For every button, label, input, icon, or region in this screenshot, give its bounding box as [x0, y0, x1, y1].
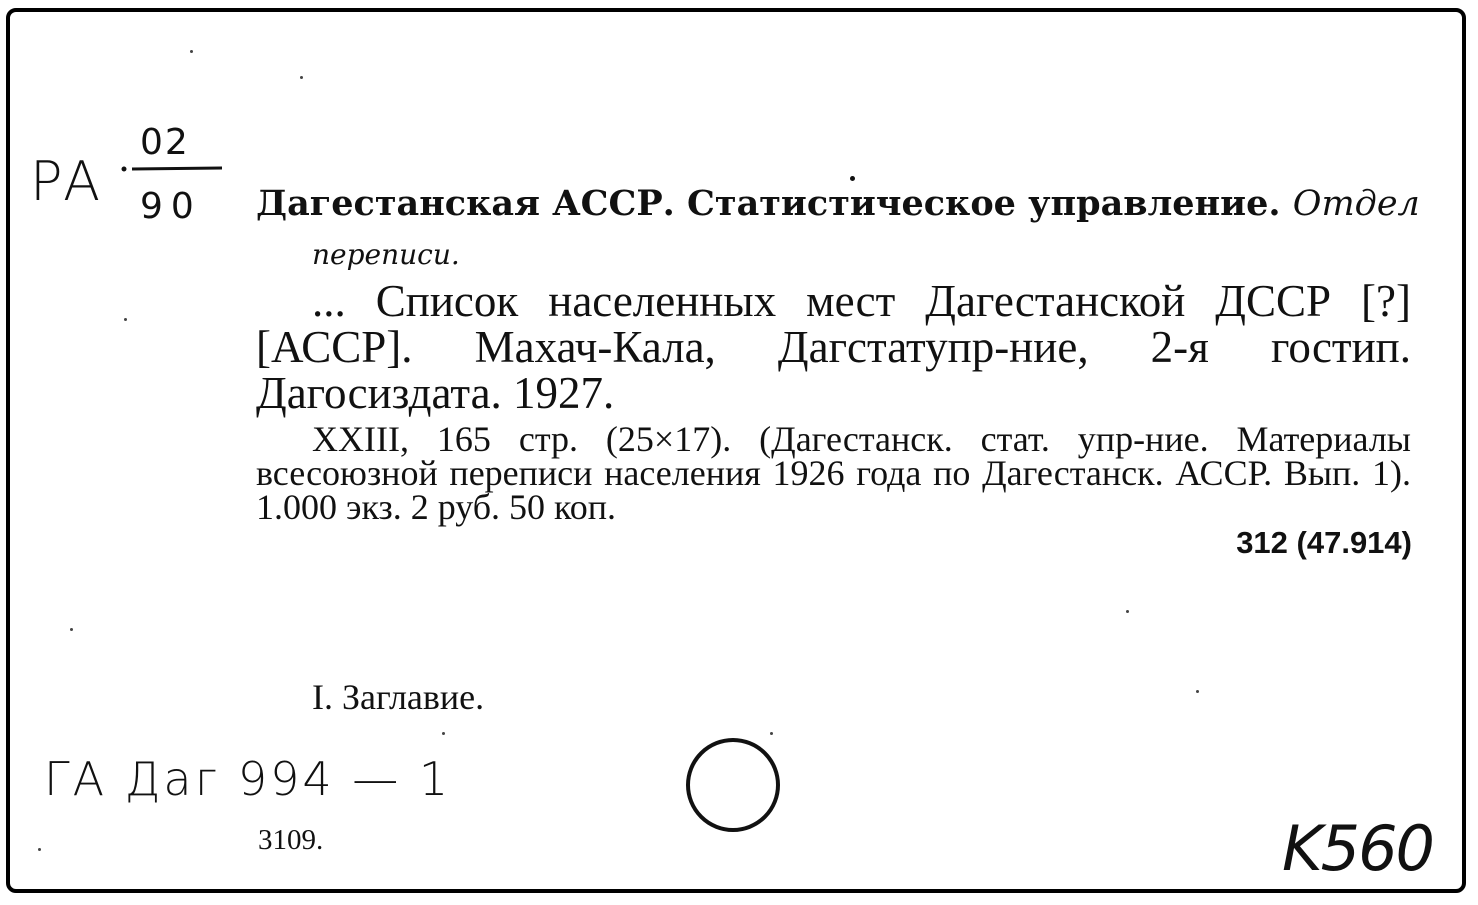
scan-speck [190, 50, 193, 53]
scan-speck [1196, 690, 1199, 693]
scan-speck [38, 848, 41, 851]
shelfmark-denominator: 90 [140, 186, 202, 227]
scan-speck [770, 732, 773, 735]
document-number: 3109. [258, 824, 324, 856]
heading-division: Отдел [1292, 184, 1420, 224]
title-imprint: ... Список населенных мест Дагестанской ДССР [?] [АССР]. Махач-Кала, Дагстатупр-ние, 2-я гостип. Дагосиздата. 1927. [256, 276, 1411, 418]
card-heading [256, 182, 1420, 226]
handwritten-code: K560 [1282, 812, 1433, 885]
scan-speck [124, 318, 127, 321]
card-number: 312 (47.914) [1236, 525, 1412, 560]
shelfmark-fraction-line [128, 164, 228, 174]
punch-hole [684, 736, 784, 836]
heading-author: Дагестанская АССР. Статистическое управление. [256, 183, 1293, 224]
shelfmark-prefix: PA [30, 150, 105, 213]
collation-notes: XXIII, 165 стр. (25×17). (Дагестанск. стат. упр-ние. Материалы всесоюзной переписи населения 1926 года по Дагестанск. АССР. Вып. 1). 1.000 экз. 2 руб. 50 коп. [256, 419, 1411, 527]
scan-speck [70, 628, 73, 631]
handwritten-archive-note: ГА Даг 994 — 1 [44, 752, 452, 806]
shelfmark-numerator: 02 [140, 122, 190, 163]
tracing: I. Заглавие. [312, 677, 485, 717]
scan-speck [850, 176, 855, 181]
scan-speck [442, 732, 445, 735]
scan-speck [1126, 610, 1129, 613]
heading-division-continued: переписи. [312, 238, 460, 271]
scan-speck [300, 76, 303, 79]
